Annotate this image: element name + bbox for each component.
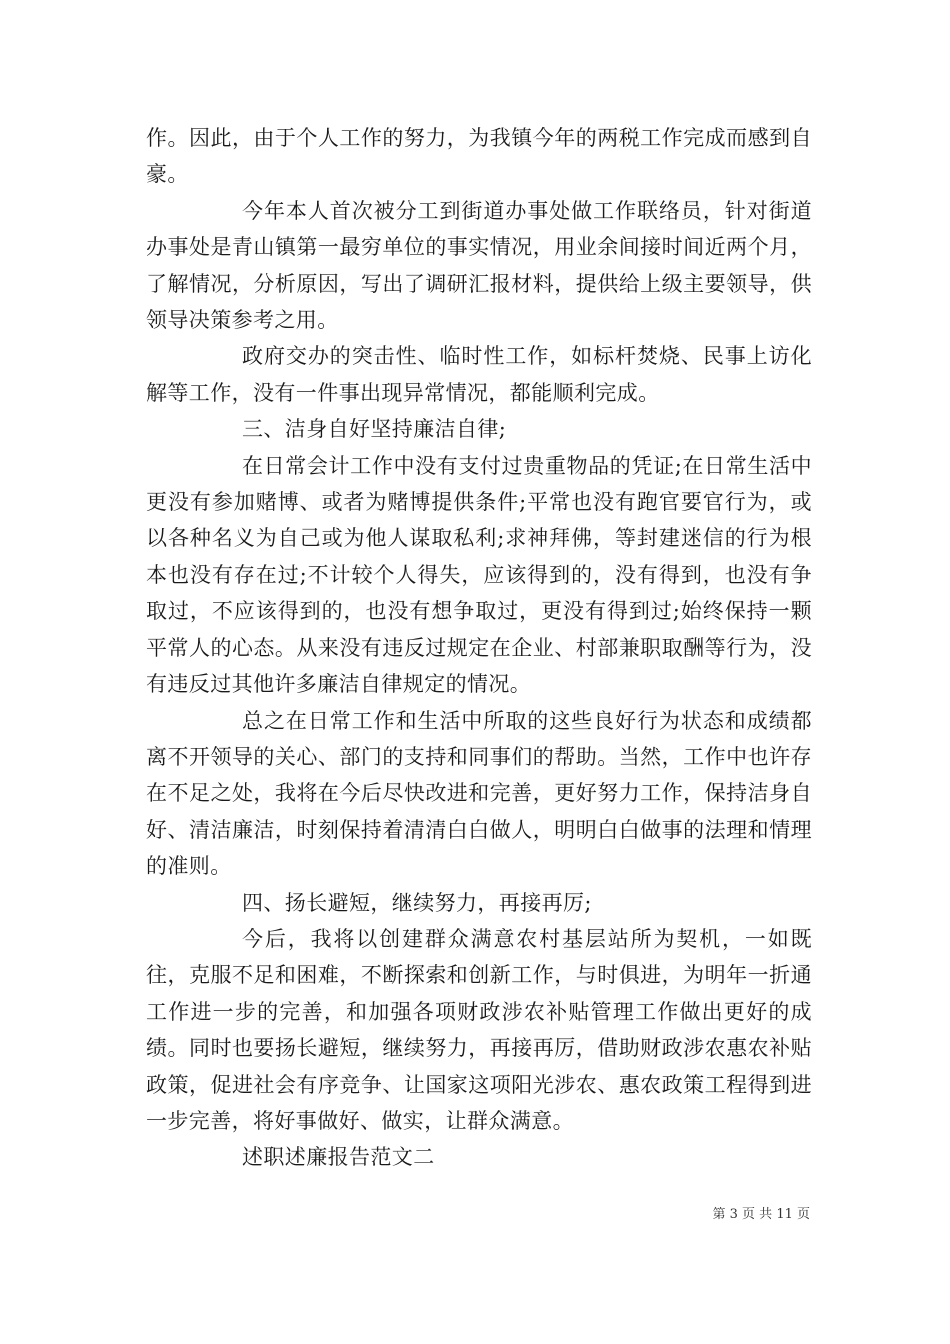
- section-heading-sample-two: 述职述廉报告范文二: [242, 1145, 435, 1170]
- paragraph-continuation: 作。因此，由于个人工作的努力，为我镇今年的两税工作完成而感到自豪。: [146, 126, 812, 187]
- paragraph-government-tasks: 政府交办的突击性、临时性工作，如标杆焚烧、民事上访化解等工作，没有一件事出现异常情况，都能顺利完成。: [146, 344, 812, 405]
- section-heading-integrity: 三、洁身自好坚持廉洁自律;: [242, 417, 507, 442]
- page-number-footer: 第 3 页 共 11 页: [712, 1207, 810, 1222]
- section-heading-strengths: 四、扬长避短，继续努力，再接再厉;: [242, 890, 592, 915]
- document-body: [146, 120, 812, 1176]
- paragraph-liaison-work: 今年本人首次被分工到街道办事处做工作联络员，针对街道办事处是青山镇第一最穷单位的事实情况，用业余间接时间近两个月，了解情况，分析原因，写出了调研汇报材料，提供给上级主要领导，供领导决策参考之用。: [146, 198, 812, 333]
- paragraph-future-plans: 今后，我将以创建群众满意农村基层站所为契机，一如既往，克服不足和困难，不断探索和创新工作，与时俱进，为明年一折通工作进一步的完善，和加强各项财政涉农补贴管理工作做出更好的成绩。同时也要扬长避短，继续努力，再接再厉，借助财政涉农惠农补贴政策，促进社会有序竞争、让国家这项阳光涉农、惠农政策工程得到进一步完善，将好事做好、做实，让群众满意。: [146, 926, 812, 1133]
- paragraph-integrity-details: 在日常会计工作中没有支付过贵重物品的凭证;在日常生活中更没有参加赌博、或者为赌博提供条件;平常也没有跑官要官行为，或以各种名义为自己或为他人谋取私利;求神拜佛，等封建迷信的行为根本也没有存在过;不计较个人得失，应该得到的，没有得到，也没有争取过，不应该得到的，也没有想争取过，更没有得到过;始终保持一颗平常人的心态。从来没有违反过规定在企业、村部兼职取酬等行为，没有违反过其他许多廉洁自律规定的情况。: [146, 453, 812, 697]
- paragraph-summary: 总之在日常工作和生活中所取的这些良好行为状态和成绩都离不开领导的关心、部门的支持和同事们的帮助。当然，工作中也许存在不足之处，我将在今后尽快改进和完善，更好努力工作，保持洁身自好、清洁廉洁，时刻保持着清清白白做人，明明白白做事的法理和情理的准则。: [146, 708, 812, 879]
